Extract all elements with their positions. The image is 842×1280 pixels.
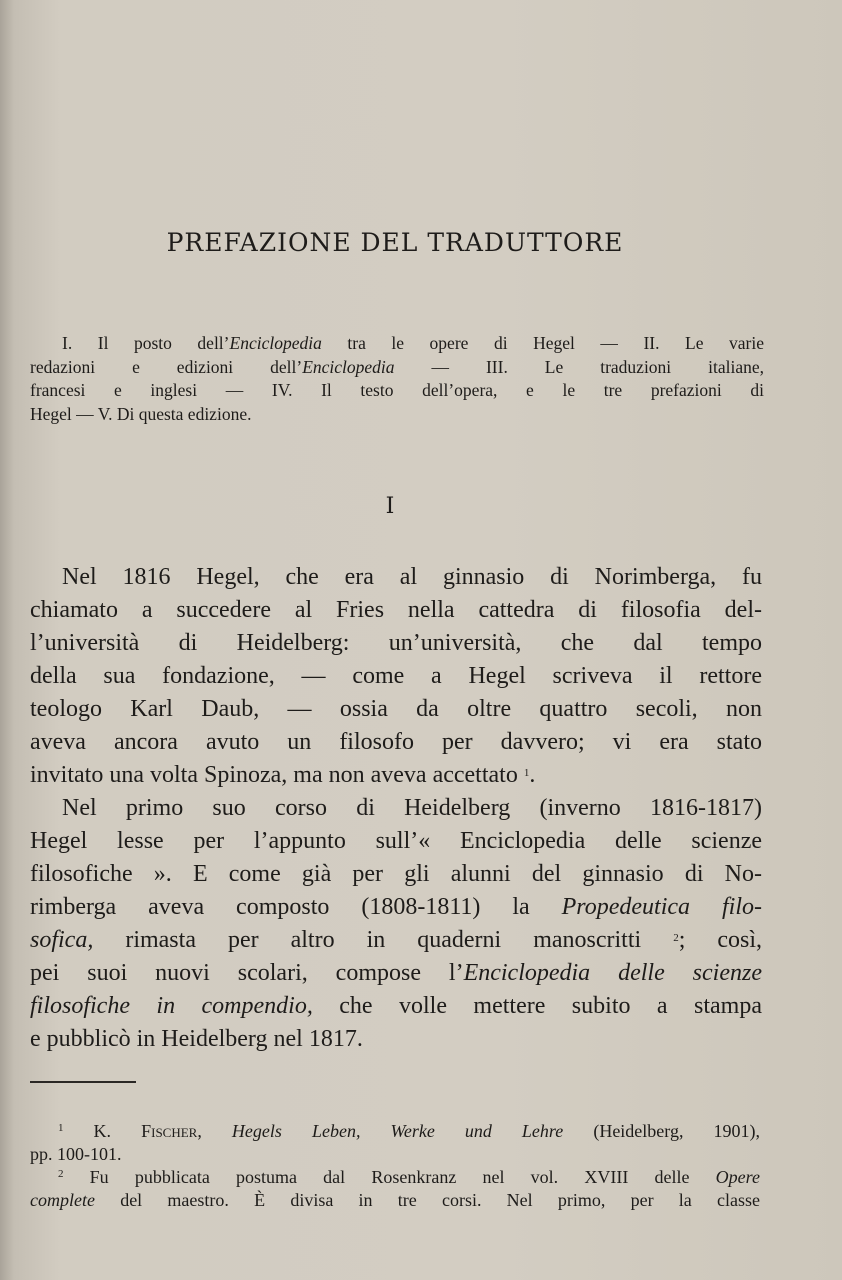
text-segment: Hegel lesse per l’appunto sull’« Enciclopedia delle scienze <box>30 828 762 854</box>
text-segment: invitato una volta Spinoza, ma non aveva accettato <box>30 762 524 788</box>
text-segment: ; così, <box>678 927 763 953</box>
footnote-marker: 1 <box>523 767 530 779</box>
footnotes-line <box>30 1143 760 1166</box>
text-segment: Opere <box>715 1167 760 1187</box>
summary-line <box>30 332 764 356</box>
text-segment: l’università di Heidelberg: un’università, che dal tempo <box>30 630 762 656</box>
text-segment: Propedeutica filo- <box>561 894 762 920</box>
footnotes-line <box>30 1120 760 1143</box>
body-line <box>30 858 762 891</box>
summary-line <box>30 403 764 427</box>
text-segment: Hegel — V. Di questa edizione. <box>30 403 252 424</box>
section-number: I <box>385 494 395 519</box>
body-line <box>30 561 762 594</box>
body-line <box>30 627 762 660</box>
body-line <box>30 957 762 990</box>
page-title: PREFAZIONE DEL TRADUTTORE <box>166 228 624 257</box>
footnote-marker: 2 <box>673 932 679 944</box>
body-line <box>30 792 762 825</box>
text-segment: aveva ancora avuto un filosofo per davvero; vi era stato <box>30 729 762 755</box>
text-segment: complete <box>30 1190 95 1210</box>
text-segment: (Heidelberg, 1901), <box>563 1121 760 1141</box>
text-segment: K. <box>63 1121 142 1141</box>
body-text <box>30 561 762 1056</box>
body-line <box>30 726 762 759</box>
text-segment: pp. 100-101. <box>30 1144 122 1164</box>
text-segment: chiamato a succedere al Fries nella cattedra di filosofia del- <box>30 597 762 623</box>
body-line <box>30 1023 762 1056</box>
footnotes <box>30 1120 760 1212</box>
footnotes-line <box>30 1166 760 1189</box>
footnote-marker: 1 <box>58 1122 64 1134</box>
footnote-marker: 2 <box>58 1168 64 1180</box>
text-segment: — III. Le traduzioni italiane, <box>394 356 765 377</box>
summary-line <box>30 356 764 380</box>
text-segment: della sua fondazione, — come a Hegel scriveva il rettore <box>30 663 762 689</box>
text-segment: e pubblicò in Heidelberg nel 1817. <box>30 1026 363 1052</box>
text-segment: Enciclopedia <box>229 333 322 353</box>
text-segment: tra le opere di Hegel — II. Le varie <box>321 333 765 353</box>
text-segment: del maestro. È divisa in tre corsi. Nel primo, per la classe <box>94 1190 760 1210</box>
footnote-rule <box>30 1081 136 1083</box>
body-line <box>30 990 762 1023</box>
text-segment: francesi e inglesi — IV. Il testo dell’opera, e le tre prefazioni di <box>30 380 764 400</box>
text-segment: sofica, <box>30 927 94 953</box>
text-segment: Enciclopedia delle scienze <box>463 960 762 986</box>
footnotes-line <box>30 1189 760 1212</box>
text-segment: . <box>529 762 536 788</box>
text-segment: teologo Karl Daub, — ossia da oltre quattro secoli, non <box>30 696 762 722</box>
text-segment: Nel 1816 Hegel, che era al ginnasio di Norimberga, fu <box>62 564 762 590</box>
body-line <box>30 891 762 924</box>
text-segment: Fischer <box>141 1121 198 1141</box>
text-segment: pei suoi nuovi scolari, compose l’ <box>30 960 464 986</box>
text-segment: filosofiche ». E come già per gli alunni del ginnasio di No- <box>30 861 762 887</box>
body-line <box>30 825 762 858</box>
text-segment: redazioni e edizioni dell’ <box>30 356 303 377</box>
body-line <box>30 693 762 726</box>
text-segment: rimberga aveva composto (1808-1811) la <box>30 894 562 920</box>
summary-line <box>30 379 764 403</box>
body-line <box>30 594 762 627</box>
text-segment: Fu pubblicata postuma dal Rosenkranz nel vol. XVIII delle <box>63 1167 716 1187</box>
text-segment: , <box>197 1121 232 1141</box>
body-line <box>30 759 762 792</box>
text-segment: I. Il posto dell’ <box>62 333 230 353</box>
chapter-summary <box>30 332 764 426</box>
text-segment: filosofiche in compendio, <box>30 993 313 1019</box>
text-segment: Hegels Leben, Werke und Lehre <box>231 1121 564 1141</box>
text-segment: Nel primo suo corso di Heidelberg (inverno 1816-1817) <box>62 795 762 821</box>
body-line <box>30 660 762 693</box>
text-segment: Enciclopedia <box>302 356 395 377</box>
body-line <box>30 924 762 957</box>
text-segment: rimasta per altro in quaderni manoscritti <box>93 927 674 953</box>
text-segment: che volle mettere subito a stampa <box>312 993 762 1019</box>
